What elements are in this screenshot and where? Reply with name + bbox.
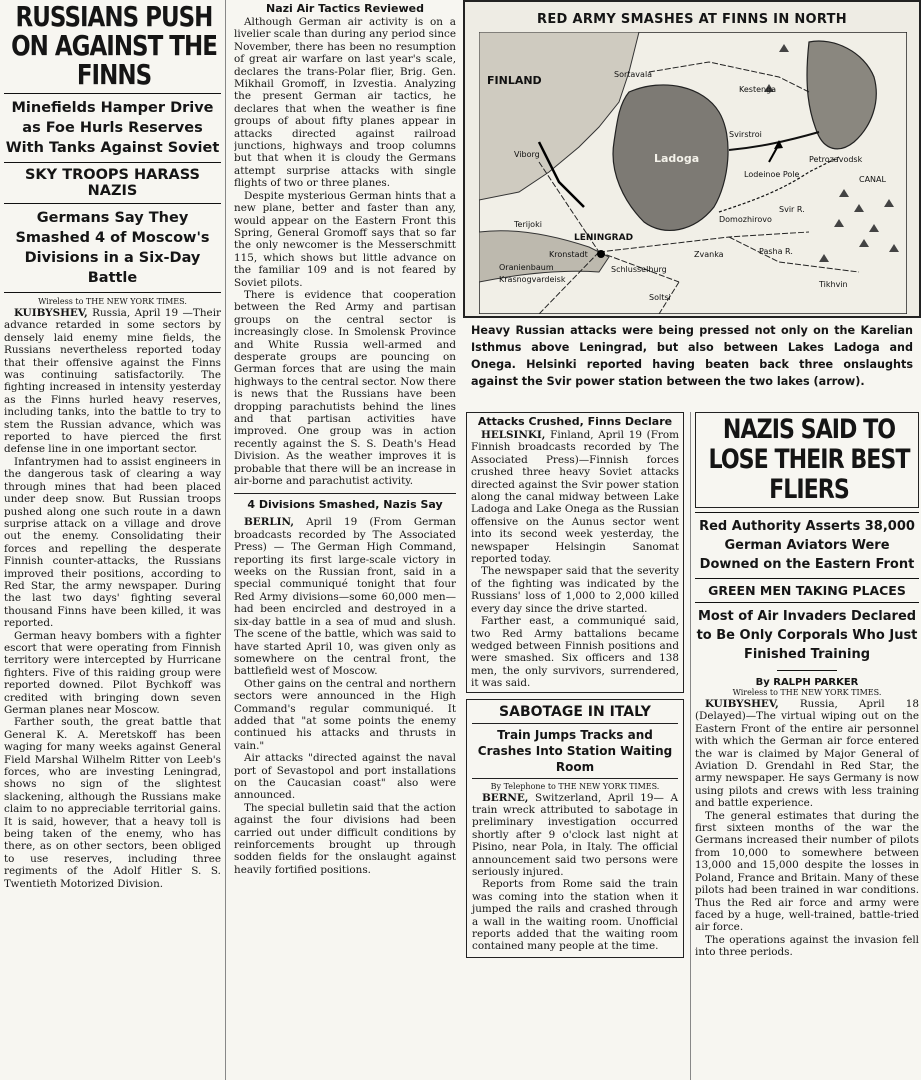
deck-germans-say: Germans Say They Smashed 4 of Moscow's Divisions in a Six-Day Battle <box>15 210 210 286</box>
map-place: Krasnogvardeisk <box>499 275 566 284</box>
article-body <box>234 516 456 876</box>
paragraph: There is evidence that cooperation between the Red Army and partisan groups on the central sector is increasingly close. In Smolensk Province and White Russia well-armed and desperate groups are pouncing on German forces that are using the main highways to the central sector. Now there is news that the Russians have been dropping parachutists behind the lines and that partisan activities have improved. One group was in action recently against the S. S. Death's Head Division. As the weather improves it is probable that there will be an increase in air-borne and parachutist activity. <box>234 288 456 488</box>
map-label-leningrad: LENINGRAD <box>574 233 634 243</box>
divider <box>695 578 919 579</box>
map-title: RED ARMY SMASHES AT FINNS IN NORTH <box>537 12 847 27</box>
dateline: BERLIN, <box>244 516 294 529</box>
map-place: Kronstadt <box>549 250 588 259</box>
sabotage-box <box>466 699 684 958</box>
column-4 <box>690 412 919 1080</box>
map-place: Schlusselburg <box>611 265 667 274</box>
map-place: Soltsi <box>649 293 671 302</box>
column-2 <box>234 0 458 1080</box>
paragraph: Farther south, the great battle that General K. A. Meretskoff has been waging for many weeks against General Field Marshal Wilhelm Ritter von Leeb's forces, who are investing Leningrad, shows no sign of the slightest slackening, although the Russians make claim to no appreciable territorial gains. It is said, however, that a heavy toll is being taken of the enemy, who has there, as on other sectors, been obliged to use reserves, including three regiments of the Adolf Hitler S. S. Twentieth Motorized Division. <box>4 716 221 890</box>
map-place: Svir R. <box>779 205 805 214</box>
map-place: Svirstroi <box>729 130 762 139</box>
paragraph: The general estimates that during the first sixteen months of the war the Germans increased their number of pilots from 10,000 to somewhere between 13,000 and 15,000 despite the losses in Poland, France and Britain. Many of these pilots had been trained in war conditions. Thus the Red air force and army were faced by a huge, well-trained, battle-tried air force. <box>695 809 919 934</box>
paragraph: The special bulletin said that the action against the four divisions had been carried out under difficult conditions by reinforcements brought up through sodden fields for the onslaught against heavily fortified positions. <box>234 801 456 876</box>
divider <box>234 493 456 494</box>
finns-declare-box <box>466 412 684 693</box>
telephone-credit: By Telephone to THE NEW YORK TIMES. <box>490 781 660 791</box>
wire-credit: Wireless to THE NEW YORK TIMES. <box>732 688 882 697</box>
map-place: Petrozavodsk <box>809 155 863 164</box>
headline-nazis-lose-fliers: NAZIS SAID TO LOSE THEIR BEST FLIERS <box>708 414 910 505</box>
paragraph: Infantrymen had to assist engineers in the dangerous task of clearing a way through mines that had been placed under deep snow. But Russian troops pushed along one such route in a dawn surprise attack on a village and drove out the enemy. Consolidating their forces and repelling the desperate Finnish counter-attacks, the Russians improved their positions, according to Red Star, the army newspaper. During the last two days' fighting several thousand Finns have been killed, it was reported. <box>4 455 221 630</box>
paragraph-text: April 19 (From German broadcasts recorded by The Associated Press) — The German High Command, reporting its first large-scale victory in weeks on the Russian front, said in a special communiqué tonight that four Red Army divisions—some 60,000 men—had been encircled and destroyed in a six-day battle in a sea of mud and slush. The scene of the battle, which was said to have started April 10, was given only as somewhere on the central front, the battlefield west of Moscow. <box>234 516 456 678</box>
paragraph-text: Finland, April 19 (From Finnish broadcasts recorded by The Associated Press)—Finnish forces crushed three heavy Soviet attacks directed against the Svir power station along the canal midway between Lake Ladoga and Lake Onega as the Russian offensive on the Aunus sector went into its second week yesterday, the newspaper Helsingin Sanomat reported today. <box>471 429 679 566</box>
divider <box>4 93 221 94</box>
paragraph <box>695 698 919 810</box>
deck-train-jumps: Train Jumps Tracks and Crashes Into Station Waiting Room <box>477 727 673 774</box>
subhead-divisions-smashed: 4 Divisions Smashed, Nazis Say <box>247 498 443 512</box>
divider <box>4 203 221 204</box>
map-label-ladoga: Ladoga <box>654 152 700 165</box>
divider <box>777 670 837 671</box>
dateline: BERNE, <box>482 791 529 804</box>
map-place: Terijoki <box>514 220 542 229</box>
map-place: Viborg <box>514 150 540 159</box>
paragraph: Reports from Rome said the train was coming into the station when it jumped the rails and crashed through a wall in the waiting room. Unofficial reports added that the waiting room contained many people at the time. <box>472 878 678 953</box>
paragraph-text: Russia, April 18 (Delayed)—The virtual wiping out on the Eastern Front of the entire air personnel with which the German air force entered the war is claimed by Major General of Aviation D. Grendahl in Red Star, the army newspaper. He says Germany is now using pilots and crews with less training and battle experience. <box>695 698 919 810</box>
divider <box>472 723 678 724</box>
map-place: Pasha R. <box>759 247 793 256</box>
headline-russians-push: RUSSIANS PUSH ON AGAINST THE FINNS <box>11 0 217 91</box>
column-1 <box>4 0 226 1080</box>
paragraph-text: Russia, April 19 —Their advance retarded in some sectors by densely laid enemy mine fields, the Russians nevertheless reported today that their offensive against the Finns was continuing satisfactorily. The fighting increased in intensity yesterday as the Finns hurled heavy reserves, including tanks, into the battle to try to stem the Russian advance, which was reported to have pierced the first defense line in one important sector. <box>4 307 221 456</box>
nazis-fliers-headline-box <box>695 412 919 508</box>
article-body <box>4 307 221 890</box>
paragraph <box>4 307 221 456</box>
article-body <box>234 16 456 487</box>
map-place: Domozhirovo <box>719 215 772 224</box>
paragraph <box>471 429 679 565</box>
paragraph: Despite mysterious German hints that a new plane, better and faster than any, would appear on the Eastern Front this Spring, General Gromoff says that so far the only newcomer is the Messerschmitt 115, which shows but little advance on the familiar 109 and is not feared by Soviet pilots. <box>234 189 456 289</box>
map-label-finland: FINLAND <box>487 74 542 87</box>
map-place: Zvanka <box>694 250 724 259</box>
byline: By RALPH PARKER <box>755 677 859 688</box>
map-illustration <box>479 32 907 314</box>
paragraph: The operations against the invasion fell into three periods. <box>695 933 919 959</box>
paragraph: Air attacks "directed against the naval port of Sevastopol and port installations on the Caucasian coast" also were announced. <box>234 752 456 802</box>
map-place: Kestenga <box>739 85 777 94</box>
deck-red-authority: Red Authority Asserts 38,000 German Aviators Were Downed on the Eastern Front <box>699 519 915 572</box>
paragraph: Farther east, a communiqué said, two Red Army battalions became wedged between Finnish positions and were smashed. Six officers and 138 men, the only survivors, surrendered, it was said. <box>471 615 679 690</box>
deck-minefields: Minefields Hamper Drive as Foe Hurls Reserves With Tanks Against Soviet <box>5 100 220 156</box>
dateline: HELSINKI, <box>481 429 546 441</box>
article-body <box>471 429 679 690</box>
divider <box>472 778 678 779</box>
dateline: KUIBYSHEV, <box>705 698 779 710</box>
divider <box>695 602 919 603</box>
map-caption: Heavy Russian attacks were being pressed not only on the Karelian Isthmus above Leningrad, but also between Lakes Ladoga and Onega. Helsinki reported having beaten back three onslaughts against the Svir power station between the two lakes (arrow). <box>471 324 913 388</box>
column-3 <box>466 412 686 1080</box>
divider <box>4 292 221 293</box>
headline-sabotage: SABOTAGE IN ITALY <box>499 703 651 720</box>
map-place: Sortavala <box>614 70 653 79</box>
deck-sky-troops: SKY TROOPS HARASS NAZIS <box>24 167 201 199</box>
paragraph-text: Switzerland, April 19— A train wreck attributed to sabotage in preliminary investigation occurred shortly after 9 o'clock last night at Pisino, near Pola, in Italy. The official announcement said two persons were seriously injured. <box>472 791 678 878</box>
paragraph: The newspaper said that the severity of the fighting was indicated by the Russians' loss of 1,000 to 2,000 killed every day since the drive started. <box>471 565 679 615</box>
map-place: Lodeinoe Pole <box>744 170 800 179</box>
map-place: Oranienbaum <box>499 263 554 272</box>
paragraph: Although German air activity is on a livelier scale than during any period since November, there has been no resumption of great air warfare on last year's scale, declares the trans-Polar flier, Brig. Gen. Mikhail Gromoff, in Izvestia. Analyzing the present German air tactics, he declares that when the weather is fine groups of about fifty planes appear in attacks directed against railroad junctions, highways and troop columns but that when it is cloudy the Germans attempt surprise attacks with single flights of two or three planes. <box>234 16 456 190</box>
map-figure <box>463 0 921 318</box>
article-body <box>472 792 678 953</box>
paragraph <box>234 516 456 677</box>
subhead-finns-declare: Attacks Crushed, Finns Declare <box>477 415 673 428</box>
map-place: Tikhvin <box>819 280 848 289</box>
paragraph: Other gains on the central and northern sectors were announced in the High Command's regular communiqué. It added that "at some points the enemy continued his attacks and thrusts in vain." <box>234 677 456 752</box>
map-label-canal: CANAL <box>859 175 886 184</box>
paragraph: German heavy bombers with a fighter escort that were operating from Finnish territory were intercepted by Hurricane fighters. Five of this raiding group were reported downed. Pilot Bychkoff was credited with bringing down seven German planes near Moscow. <box>4 629 221 716</box>
dateline: KUIBYSHEV, <box>14 307 88 319</box>
subhead-air-tactics: Nazi Air Tactics Reviewed <box>266 2 424 15</box>
divider <box>4 162 221 163</box>
paragraph <box>472 792 678 879</box>
divider <box>695 512 919 513</box>
deck-most-air-invaders: Most of Air Invaders Declared to Be Only Corporals Who Just Finished Training <box>696 609 918 662</box>
article-body <box>695 698 919 959</box>
deck-green-men: GREEN MEN TAKING PLACES <box>708 583 906 598</box>
wire-credit: Wireless to THE NEW YORK TIMES. <box>38 297 187 306</box>
